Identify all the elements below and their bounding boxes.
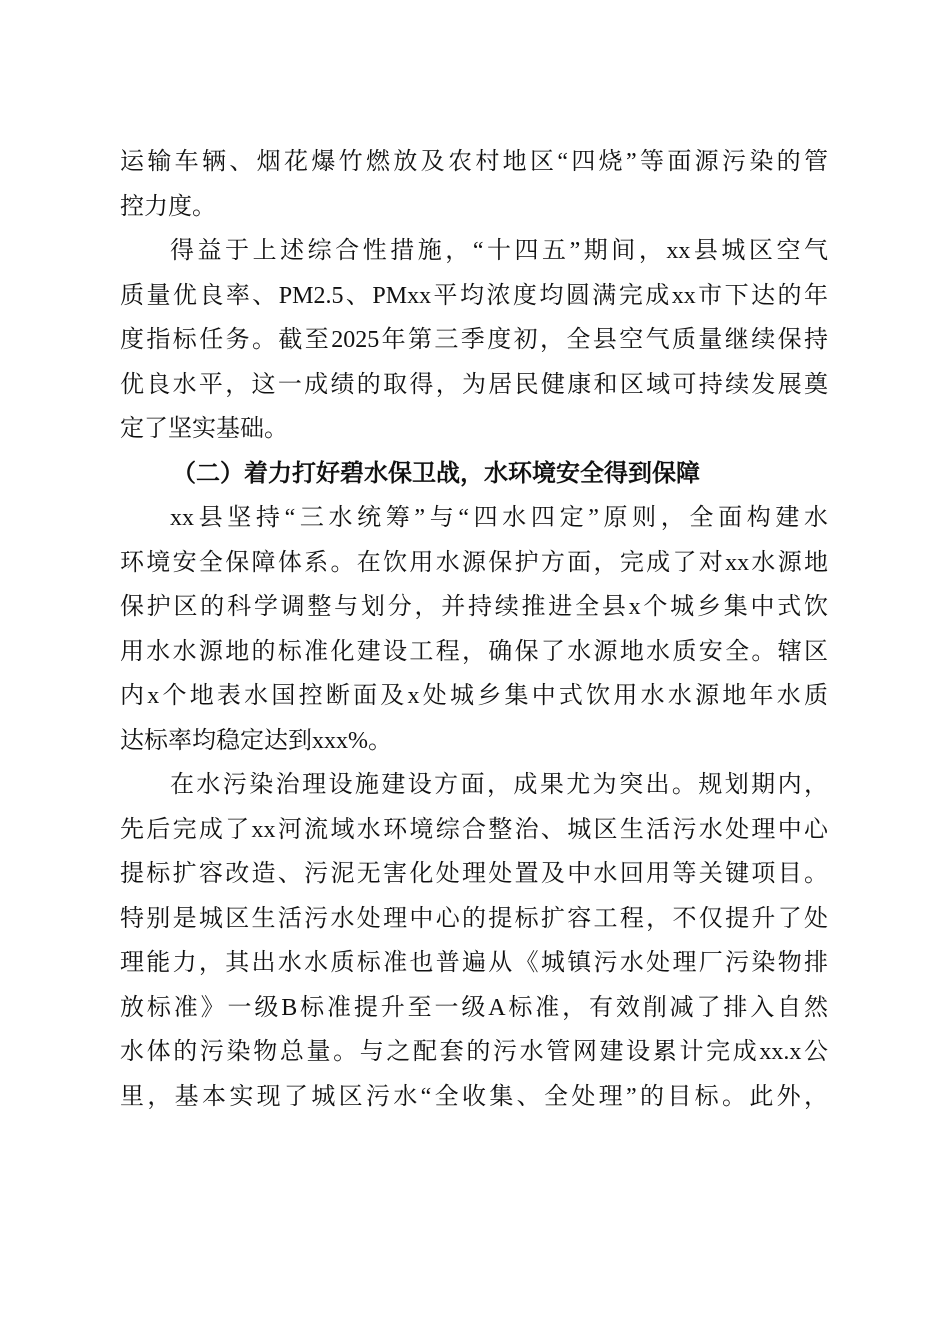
text-line: 用水水源地的标准化建设工程，确保了水源地水质安全。辖区 [120,638,828,665]
section-heading: （二）着力打好碧水保卫战，水环境安全得到保障 [172,460,700,487]
text-line: 得益于上述综合性措施，“十四五”期间，xx县城区空气 [170,238,828,264]
text-line: 优良水平，这一成绩的取得，为居民健康和区域可持续发展奠 [120,371,828,398]
text-line: 控力度。 [120,193,216,220]
text-line: xx县坚持“三水统筹”与“四水四定”原则，全面构建水 [170,505,828,531]
text-line: 达标率均稳定达到xxx%。 [120,727,392,754]
paragraph-2 [120,229,828,452]
text-line: 水体的污染物总量。与之配套的污水管网建设累计完成xx.x公 [120,1039,828,1065]
text-line: 运输车辆、烟花爆竹燃放及农村地区“四烧”等面源污染的管 [120,149,828,175]
text-line: 定了坚实基础。 [120,416,288,442]
text-line: 放标准》一级B标准提升至一级A标准，有效削减了排入自然 [120,994,828,1021]
text-line: 里，基本实现了城区污水“全收集、全处理”的目标。此外， [120,1083,828,1110]
paragraph-3 [120,496,828,763]
text-line: 内x个地表水国控断面及x处城乡集中式饮用水水源地年水质 [120,683,828,709]
text-line: 环境安全保障体系。在饮用水源保护方面，完成了对xx水源地 [120,549,828,576]
text-line: 特别是城区生活污水处理中心的提标扩容工程，不仅提升了处 [120,905,828,932]
paragraph-1 [120,140,828,229]
paragraph-4 [120,763,828,1119]
text-line: 质量优良率、PM2.5、PMxx平均浓度均圆满完成xx市下达的年 [120,282,828,309]
document-page [120,140,828,1119]
text-line: 理能力，其出水水质标准也普遍从《城镇污水处理厂污染物排 [120,950,828,976]
text-line: 在水污染治理设施建设方面，成果尤为突出。规划期内， [170,772,828,798]
text-line: 保护区的科学调整与划分，并持续推进全县x个城乡集中式饮 [120,594,828,620]
text-line: 提标扩容改造、污泥无害化处理处置及中水回用等关键项目。 [120,861,828,887]
text-line: 先后完成了xx河流域水环境综合整治、城区生活污水处理中心 [120,816,828,843]
text-line: 度指标任务。截至2025年第三季度初，全县空气质量继续保持 [120,327,828,353]
